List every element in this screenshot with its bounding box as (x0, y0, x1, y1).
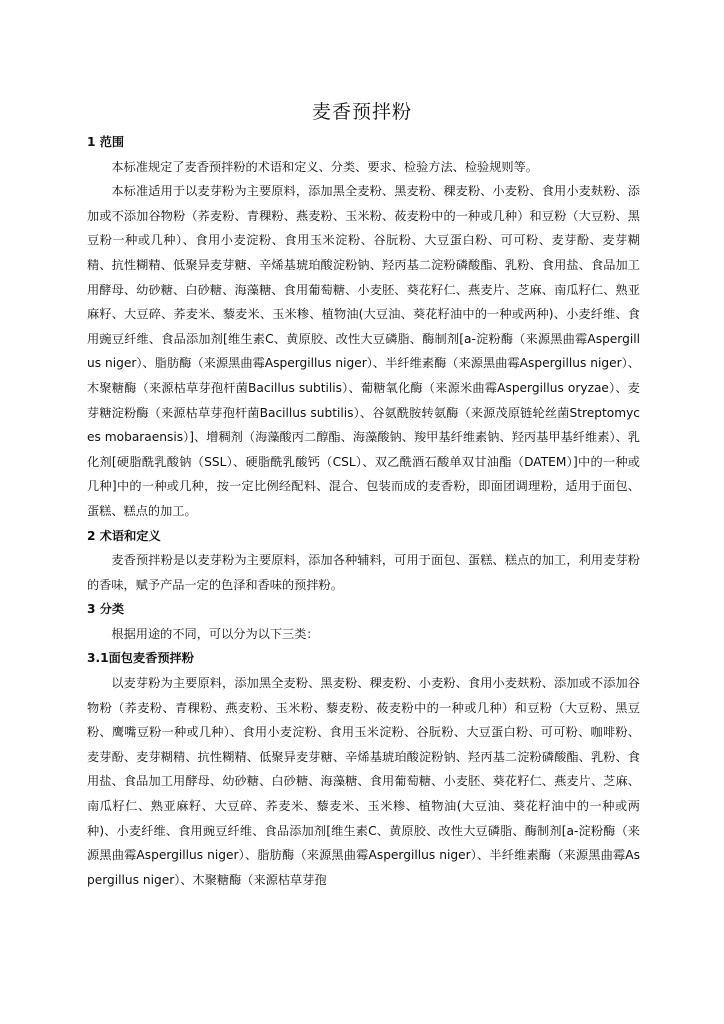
paragraph: 以麦芽粉为主要原料，添加黑全麦粉、黑麦粉、稞麦粉、小麦粉、食用小麦麸粉、添加或不添加谷物粉（荞麦粉、青稞粉、燕麦粉、玉米粉、藜麦粉、莜麦粉中的一种或几种）和豆粉（大豆粉、黑豆粉、鹰嘴豆粉一种或几种）、食用小麦淀粉、食用玉米淀粉、谷朊粉、大豆蛋白粉、可可粉、咖啡粉、麦芽酚、麦芽糊精、抗性糊精、低聚异麦芽糖、辛烯基琥珀酸淀粉钠、羟丙基二淀粉磷酸酯、乳粉、食用盐、食品加工用酵母、幼砂糖、白砂糖、海藻糖、食用葡萄糖、小麦胚、葵花籽仁、燕麦片、芝麻、南瓜籽仁、熟亚麻籽、大豆碎、荞麦米、藜麦米、玉米糁、植物油(大豆油、葵花籽油中的一种或两种)、小麦纤维、食用豌豆纤维、食品添加剂[维生素C、黄原胶、改性大豆磷脂、酶制剂[a-淀粉酶（来源黑曲霉Aspergillus niger）、脂肪酶（来源黑曲霉Aspergillus niger）、半纤维素酶（来源黑曲霉Aspergillus niger）、木聚糖酶（来源枯草芽孢 (87, 676, 640, 887)
section-heading-terms: 2 术语和定义 (87, 528, 161, 543)
paragraph: 本标准适用于以麦芽粉为主要原料，添加黑全麦粉、黑麦粉、稞麦粉、小麦粉、食用小麦麸粉、添加或不添加谷物粉（荞麦粉、青稞粉、燕麦粉、玉米粉、莜麦粉中的一种或几种）和豆粉（大豆粉、黑豆粉一种或几种）、食用小麦淀粉、食用玉米淀粉、谷朊粉、大豆蛋白粉、可可粉、麦芽酚、麦芽糊精、抗性糊精、低聚异麦芽糖、辛烯基琥珀酸淀粉钠、羟丙基二淀粉磷酸酯、乳粉、食用盐、食品加工用酵母、幼砂糖、白砂糖、海藻糖、食用葡萄糖、小麦胚、葵花籽仁、燕麦片、芝麻、南瓜籽仁、熟亚麻籽、大豆碎、荞麦米、藜麦米、玉米糁、植物油(大豆油、葵花籽油中的一种或两种)、小麦纤维、食用豌豆纤维、食品添加剂[维生素C、黄原胶、改性大豆磷脂、酶制剂[a-淀粉酶（来源黑曲霉Aspergillus niger）、脂肪酶（来源黑曲霉Aspergillus niger）、半纤维素酶（来源黑曲霉Aspergillus niger）、木聚糖酶（来源枯草芽孢杆菌Bacillus subtilis）、葡糖氧化酶（来源米曲霉Aspergillus oryzae）、麦芽糖淀粉酶（来源枯草芽孢杆菌Bacillus subtilis）、谷氨酰胺转氨酶（来源茂原链轮丝菌Streptomyces mobaraensis）]、增稠剂（海藻酸丙二醇酯、海藻酸钠、羧甲基纤维素钠、羟丙基甲基纤维素）、乳化剂[硬脂酰乳酸钠（SSL）、硬脂酰乳酸钙（CSL）、双乙酰酒石酸单双甘油酯（DATEM）]中的一种或几种]中的一种或几种，按一定比例经配料、混合、包装而成的麦香粉，即面团调理粉，适用于面包、蛋糕、糕点的加工。 (87, 184, 640, 518)
paragraph: 麦香预拌粉是以麦芽粉为主要原料，添加各种辅料，可用于面包、蛋糕、糕点的加工，利用麦芽粉的香味，赋予产品一定的色泽和香味的预拌粉。 (87, 553, 640, 592)
paragraph: 根据用途的不同，可以分为以下三类： (111, 626, 319, 641)
section-heading-classification: 3 分类 (87, 602, 125, 617)
section-heading-scope: 1 范围 (87, 135, 125, 149)
document-body (87, 130, 640, 892)
document-title: 麦香预拌粉 (311, 101, 412, 123)
paragraph: 本标准规定了麦香预拌粉的术语和定义、分类、要求、检验方法、检验规则等。 (111, 159, 538, 174)
subsection-heading-bread: 3.1面包麦香预拌粉 (87, 651, 194, 666)
